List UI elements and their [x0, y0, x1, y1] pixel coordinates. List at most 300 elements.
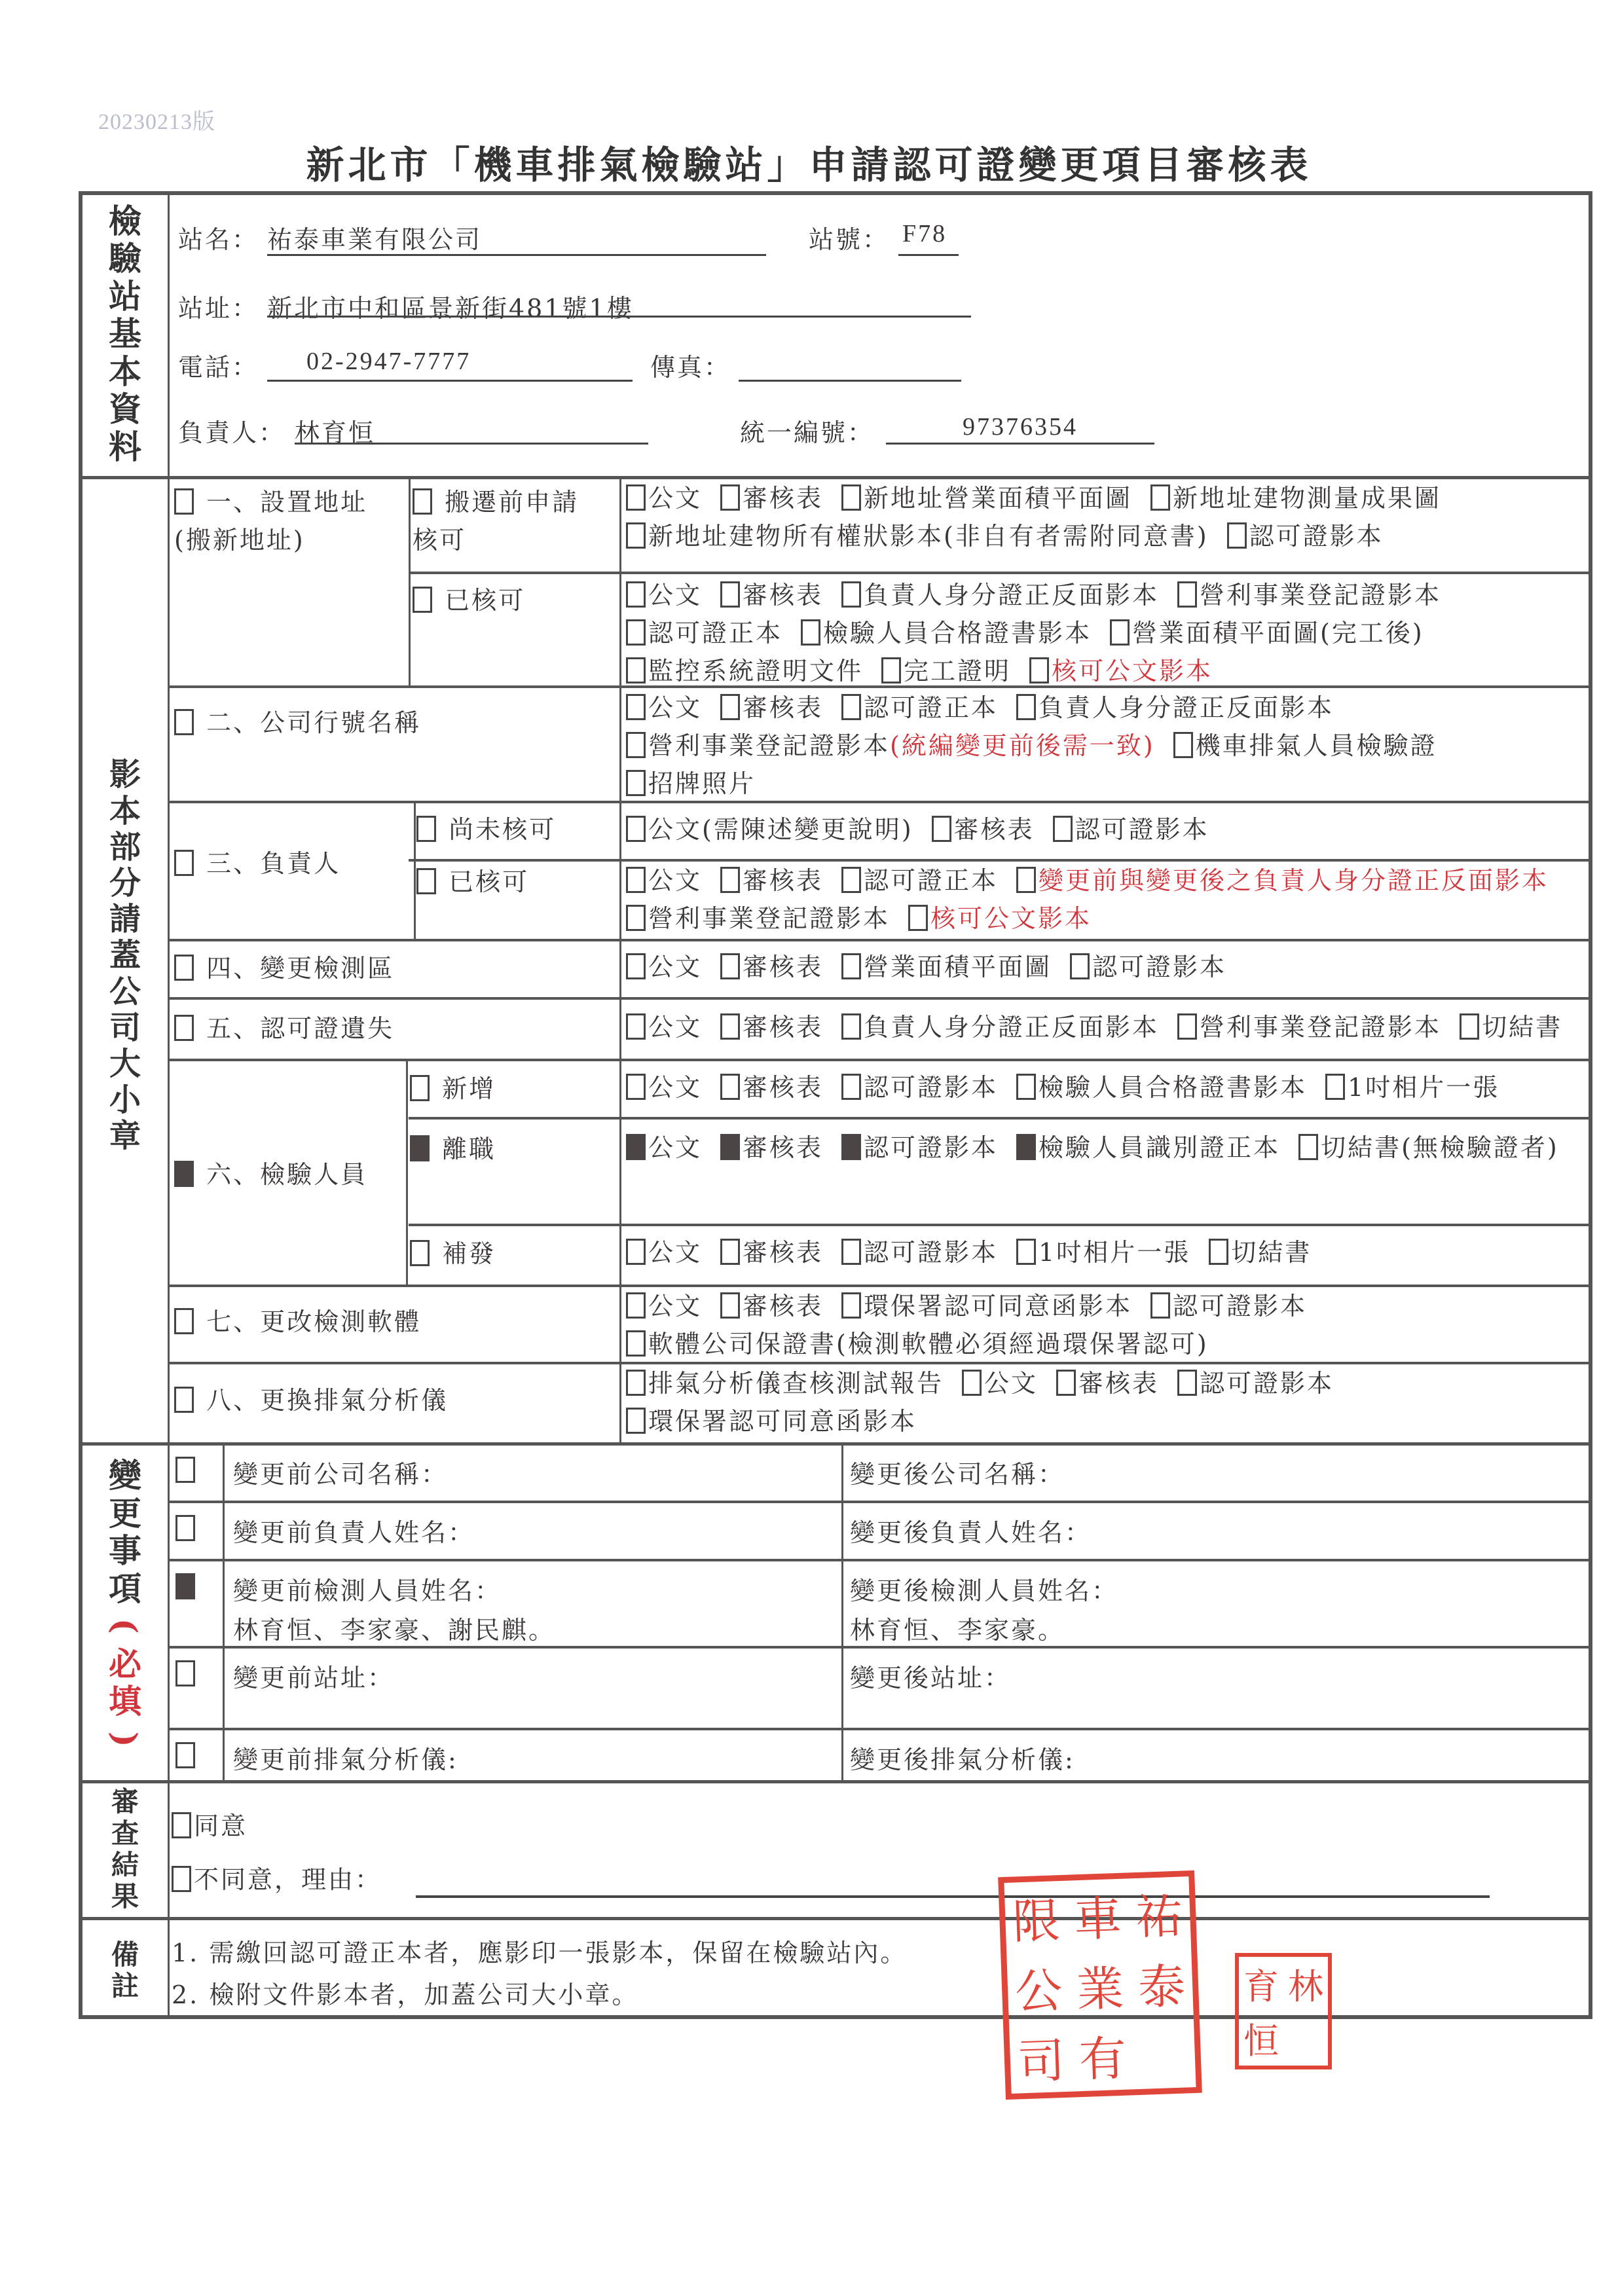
checklist-item[interactable]: [626, 1364, 944, 1402]
checklist-item[interactable]: [626, 727, 1155, 765]
label-char: (: [105, 1618, 145, 1634]
label-char: 填: [109, 1682, 141, 1721]
label-char: ): [105, 1731, 145, 1747]
checklist-item[interactable]: [908, 900, 1092, 938]
document-checklist: [626, 1008, 1589, 1046]
checklist-item[interactable]: [1227, 517, 1384, 555]
agree-label: 同意: [194, 1812, 248, 1840]
category-label: 二、公司行號名稱: [196, 708, 422, 737]
checkbox[interactable]: [174, 1308, 194, 1334]
divider: [169, 1059, 1592, 1061]
checklist-item[interactable]: [1209, 1233, 1312, 1271]
label-char: 蓋: [109, 937, 141, 974]
checkbox[interactable]: [720, 1134, 740, 1160]
checkbox[interactable]: [413, 488, 432, 515]
category-option[interactable]: [174, 1010, 394, 1048]
category-label: 四、變更檢測區: [196, 954, 395, 983]
before-value[interactable]: 林育恒、李家豪、謝民麒。: [233, 1616, 556, 1645]
label-char: 大: [109, 1045, 141, 1082]
section-label-changes: [83, 1456, 168, 1755]
label-char: 影: [109, 756, 141, 793]
checklist-item-label: 認可證影本: [864, 1133, 999, 1162]
category-label: 已核可: [439, 867, 530, 896]
checklist-item-label: 公文: [648, 1133, 703, 1162]
checklist-item-label: 認可證影本: [1173, 1292, 1308, 1321]
checkbox[interactable]: [841, 694, 861, 720]
checkbox[interactable]: [720, 867, 740, 893]
divider: [406, 1059, 408, 1285]
checklist-item[interactable]: [626, 517, 1209, 555]
checkbox[interactable]: [1110, 619, 1130, 646]
phone-value[interactable]: 02-2947-7777: [306, 348, 471, 375]
checkbox[interactable]: [626, 732, 646, 758]
label-char: 項: [109, 1569, 141, 1608]
checkbox[interactable]: [626, 657, 646, 683]
checklist-item[interactable]: [626, 1402, 917, 1440]
document-checklist: [626, 1233, 1589, 1271]
category-option[interactable]: [413, 483, 579, 559]
divider: [409, 1117, 1592, 1120]
checkbox[interactable]: [1173, 732, 1193, 758]
checklist-item[interactable]: [1056, 1364, 1159, 1402]
checkbox[interactable]: [626, 1074, 646, 1100]
divider: [169, 939, 1592, 941]
checklist-item[interactable]: [720, 1129, 823, 1167]
section-label-review: [83, 1787, 168, 1912]
checkbox[interactable]: [720, 694, 740, 720]
checklist-item-label: 審核表: [743, 1133, 824, 1162]
category-label: 五、認可證遺失: [196, 1014, 395, 1043]
label-char: 站: [109, 276, 141, 316]
checklist-item[interactable]: [841, 1068, 998, 1106]
checkbox[interactable]: [962, 1370, 982, 1396]
checkbox[interactable]: [841, 1292, 861, 1319]
checkbox[interactable]: [1029, 657, 1049, 683]
checklist-item[interactable]: [626, 479, 702, 517]
checklist-item[interactable]: [626, 862, 702, 900]
checkbox[interactable]: [175, 1742, 195, 1768]
seal-char: 公: [1014, 1963, 1063, 2020]
category-option[interactable]: [410, 1235, 496, 1273]
seal-char: 恒: [1243, 2020, 1279, 2062]
seal-char: 育: [1243, 1966, 1279, 2007]
checklist-item[interactable]: [720, 1287, 823, 1325]
checkbox[interactable]: [174, 709, 194, 735]
checklist-item-label: 公文(需陳述變更說明): [648, 815, 913, 844]
checklist-item[interactable]: [626, 811, 913, 848]
checklist-item-label: 公文: [648, 1013, 703, 1042]
checkbox[interactable]: [626, 1330, 646, 1357]
checkbox[interactable]: [1016, 694, 1036, 720]
category-option[interactable]: [174, 483, 367, 559]
seal-char: 林: [1288, 1966, 1323, 2007]
category-option[interactable]: [416, 863, 529, 901]
checkbox[interactable]: [626, 1408, 646, 1434]
checkbox[interactable]: [626, 905, 646, 931]
fax-underline: [739, 380, 961, 382]
checkbox[interactable]: [626, 953, 646, 979]
checklist-item[interactable]: [1177, 576, 1441, 614]
seal-char: 車: [1073, 1890, 1122, 1947]
after-label: 變更後負責人姓名：: [850, 1518, 1092, 1547]
category-option[interactable]: [416, 811, 556, 848]
checklist-item-label: 1吋相片一張: [1039, 1238, 1191, 1267]
checkbox[interactable]: [626, 1292, 646, 1319]
checkbox[interactable]: [720, 953, 740, 979]
category-option[interactable]: [174, 1156, 367, 1194]
checklist-item[interactable]: [626, 576, 702, 614]
checklist-item[interactable]: [1053, 811, 1209, 848]
checklist-item[interactable]: [626, 1129, 702, 1167]
station-name-value[interactable]: 祐泰車業有限公司: [267, 225, 483, 254]
category-option[interactable]: [174, 845, 340, 883]
checklist-item[interactable]: [1016, 1129, 1280, 1167]
checkbox[interactable]: [932, 816, 951, 842]
checklist-item[interactable]: [1150, 479, 1441, 517]
checklist-item-label: 營業面積平面圖(完工後): [1132, 619, 1424, 647]
checklist-item-label: 認可證影本: [864, 1073, 999, 1102]
checklist-item[interactable]: [1150, 1287, 1307, 1325]
checklist-item[interactable]: [1177, 1008, 1441, 1046]
checklist-item[interactable]: [841, 479, 1132, 517]
label-char: 請: [109, 901, 141, 938]
checkbox[interactable]: [1150, 484, 1170, 511]
divider: [79, 1442, 1592, 1446]
checklist-item-label: 公文: [984, 1369, 1039, 1398]
checkbox[interactable]: [841, 1239, 861, 1265]
category-option[interactable]: [174, 1381, 448, 1419]
checklist-item[interactable]: [841, 948, 1052, 986]
checkbox[interactable]: [720, 581, 740, 608]
note-item: 2. 檢附文件影本者，加蓋公司大小章。: [172, 1980, 639, 2009]
owner-value[interactable]: 林育恒: [295, 418, 376, 447]
checklist-item[interactable]: [841, 1008, 1159, 1046]
checklist-item[interactable]: [1460, 1008, 1562, 1046]
checklist-item-label: 認可證正本: [648, 619, 783, 647]
checklist-item[interactable]: [720, 1008, 823, 1046]
checkbox[interactable]: [1298, 1134, 1318, 1160]
checkbox[interactable]: [410, 1075, 430, 1101]
category-option[interactable]: [413, 581, 525, 619]
checklist-item-label: 審核表: [743, 953, 824, 981]
document-checklist: [626, 479, 1589, 555]
checklist-item[interactable]: [626, 765, 756, 803]
station-no-underline: [898, 254, 959, 256]
changes-label: [109, 1457, 141, 1607]
checklist-item-label: 審核表: [743, 1238, 824, 1267]
checkbox[interactable]: [720, 1239, 740, 1265]
checklist-item-label: 機車排氣人員檢驗證: [1195, 731, 1437, 760]
checklist-item[interactable]: [962, 1364, 1038, 1402]
checkbox[interactable]: [720, 484, 740, 511]
checklist-item[interactable]: [841, 1129, 998, 1167]
checklist-item-label: 審核表: [1078, 1369, 1160, 1398]
checklist-item[interactable]: [626, 1233, 702, 1271]
checklist-item[interactable]: [1029, 652, 1213, 690]
checklist-item[interactable]: [720, 1233, 823, 1271]
checkbox[interactable]: [1177, 1013, 1197, 1040]
checkbox[interactable]: [841, 867, 861, 893]
checklist-item[interactable]: [932, 811, 1035, 848]
checkbox[interactable]: [626, 816, 646, 842]
checklist-item[interactable]: [626, 614, 782, 652]
after-label: 變更後站址：: [850, 1664, 1012, 1692]
document-checklist: [626, 576, 1589, 690]
label-char: 部: [109, 828, 141, 866]
checkbox[interactable]: [1150, 1292, 1170, 1319]
category-option[interactable]: [410, 1070, 496, 1108]
checklist-item-label: 審核表: [743, 1073, 824, 1102]
checklist-item[interactable]: [626, 1325, 1209, 1363]
checkbox[interactable]: [720, 1013, 740, 1040]
document-checklist: [626, 811, 1589, 848]
checklist-item[interactable]: [626, 1008, 702, 1046]
before-label: 變更前公司名稱：: [233, 1460, 449, 1489]
checklist-item-label: 審核表: [743, 866, 824, 895]
checkbox[interactable]: [626, 1370, 646, 1396]
section-label-notes: [83, 1925, 168, 2016]
checklist-item[interactable]: [841, 689, 998, 727]
checklist-item-label: 監控系統證明文件: [648, 657, 864, 685]
checklist-item[interactable]: [1070, 948, 1226, 986]
after-label: 變更後檢測人員姓名：: [850, 1576, 1119, 1605]
checkbox[interactable]: [626, 1134, 646, 1160]
checklist-item-label: 公文: [648, 1292, 703, 1321]
checklist-item[interactable]: [841, 862, 998, 900]
checklist-item-label: 營利事業登記證影本: [648, 904, 891, 933]
label-char: 驗: [109, 239, 141, 278]
label-char: 司: [109, 1009, 141, 1046]
fax-label: 傳真：: [650, 353, 731, 382]
document-checklist: [626, 1129, 1589, 1167]
checkbox[interactable]: [174, 1161, 194, 1187]
checkbox[interactable]: [841, 484, 861, 511]
checkbox[interactable]: [626, 694, 646, 720]
checklist-item[interactable]: [626, 948, 702, 986]
checkbox[interactable]: [174, 850, 194, 876]
checkbox[interactable]: [720, 1292, 740, 1319]
checkbox[interactable]: [174, 955, 194, 981]
checklist-item[interactable]: [841, 576, 1159, 614]
label-char: 必: [109, 1644, 141, 1683]
checkbox[interactable]: [841, 953, 861, 979]
checkbox[interactable]: [626, 1013, 646, 1040]
checklist-item-label: 審核表: [743, 484, 824, 513]
category-label: 一、設置地址: [196, 488, 368, 517]
checkbox[interactable]: [416, 816, 436, 842]
checklist-item[interactable]: [801, 614, 1092, 652]
checkbox[interactable]: [801, 619, 820, 646]
checklist-item-label: 公文: [648, 1073, 703, 1102]
company-seal-stamp: [998, 1870, 1202, 2100]
checkbox[interactable]: [1016, 1134, 1036, 1160]
checklist-item-label: 營利事業登記證影本: [1200, 581, 1442, 610]
checkbox[interactable]: [175, 1573, 195, 1599]
checklist-item[interactable]: [720, 479, 823, 517]
checkbox[interactable]: [626, 1239, 646, 1265]
checkbox[interactable]: [1460, 1013, 1479, 1040]
checklist-item-label: 排氣分析儀查核測試報告: [648, 1369, 944, 1398]
checklist-item-label: 認可證影本: [1092, 953, 1227, 981]
checkbox[interactable]: [626, 484, 646, 511]
checklist-item[interactable]: [841, 1287, 1132, 1325]
checklist-item-label: 核可公文影本: [1052, 657, 1213, 685]
checkbox[interactable]: [841, 581, 861, 608]
form-title: 新北市「機車排氣檢驗站」申請認可證變更項目審核表: [306, 143, 1312, 187]
checkbox[interactable]: [1016, 1074, 1036, 1100]
checklist-item-label: 環保署認可同意函影本: [864, 1292, 1133, 1321]
label-char: 公: [109, 973, 141, 1010]
checkbox[interactable]: [174, 1387, 194, 1413]
divider: [169, 1646, 1592, 1649]
category-option[interactable]: [174, 704, 421, 742]
checkbox[interactable]: [841, 1134, 861, 1160]
checklist-item[interactable]: [1016, 862, 1549, 900]
station-no-value[interactable]: F78: [902, 220, 947, 247]
divider: [414, 801, 416, 939]
checkbox[interactable]: [175, 1660, 195, 1686]
label-char: 審: [111, 1785, 139, 1818]
checklist-item-label: 認可證影本: [1200, 1369, 1334, 1398]
address-value[interactable]: 新北市中和區景新街481號1樓: [267, 294, 634, 323]
checklist-item-label: 認可證影本: [1249, 522, 1384, 551]
label-char: 備: [111, 1938, 139, 1971]
review-agree-option[interactable]: [172, 1806, 248, 1842]
checklist-item-label: 核可公文影本: [930, 904, 1092, 933]
checklist-item[interactable]: [841, 1233, 998, 1271]
label-char: 本: [109, 352, 141, 391]
checkbox[interactable]: [841, 1013, 861, 1040]
checkbox[interactable]: [1016, 867, 1036, 893]
checkbox[interactable]: [1053, 816, 1073, 842]
checklist-item[interactable]: [1325, 1068, 1499, 1106]
label-char: 事: [109, 1531, 141, 1570]
reason-underline: [416, 1895, 1490, 1898]
checklist-item-label: 檢驗人員合格證書影本: [1039, 1073, 1308, 1102]
checkbox[interactable]: [1325, 1074, 1345, 1100]
checkbox[interactable]: [174, 1015, 194, 1041]
checklist-item-label: 招牌照片: [648, 769, 756, 798]
checklist-item[interactable]: [720, 948, 823, 986]
after-label: 變更後公司名稱：: [850, 1460, 1065, 1489]
checkbox[interactable]: [881, 657, 901, 683]
divider: [79, 1780, 1592, 1783]
checklist-item[interactable]: [1298, 1129, 1559, 1167]
category-label: 補發: [432, 1239, 496, 1268]
checklist-item[interactable]: [720, 689, 823, 727]
checklist-item[interactable]: [881, 652, 1011, 690]
phone-label: 電話：: [178, 353, 259, 382]
tax-id-value[interactable]: 97376354: [963, 413, 1078, 441]
checkbox[interactable]: [626, 581, 646, 608]
checklist-item[interactable]: [720, 576, 823, 614]
category-option[interactable]: [410, 1130, 496, 1168]
label-char: 查: [111, 1817, 139, 1850]
seal-char: 有: [1078, 2031, 1128, 2088]
review-disagree-option[interactable]: [172, 1859, 382, 1895]
checklist-item-label: 認可證影本: [864, 1238, 999, 1267]
checklist-item[interactable]: [1173, 727, 1437, 765]
checkbox[interactable]: [626, 867, 646, 893]
checkbox[interactable]: [1070, 953, 1090, 979]
checkbox[interactable]: [175, 1457, 195, 1483]
checklist-item[interactable]: [1016, 689, 1334, 727]
checklist-item[interactable]: [626, 652, 863, 690]
checkbox[interactable]: [1177, 1370, 1197, 1396]
checklist-item[interactable]: [1016, 1233, 1190, 1271]
checkbox[interactable]: [1056, 1370, 1076, 1396]
document-checklist: [626, 1287, 1589, 1363]
checklist-item[interactable]: [1016, 1068, 1307, 1106]
label-char: 分: [109, 865, 141, 902]
checkbox[interactable]: [410, 1240, 430, 1266]
checklist-item[interactable]: [720, 862, 823, 900]
label-char: 本: [109, 792, 141, 829]
checkbox[interactable]: [410, 1135, 430, 1161]
checklist-item[interactable]: [626, 1287, 702, 1325]
checklist-item-label: 切結書(無檢驗證者): [1321, 1133, 1559, 1162]
checkbox[interactable]: [908, 905, 928, 931]
before-label: 變更前排氣分析儀:: [233, 1745, 458, 1774]
checkbox[interactable]: [720, 1074, 740, 1100]
checkbox[interactable]: [626, 522, 646, 549]
checklist-item[interactable]: [720, 1068, 823, 1106]
checklist-item-label: 審核表: [743, 581, 824, 610]
checkbox[interactable]: [626, 770, 646, 796]
checkbox[interactable]: [841, 1074, 861, 1100]
checkbox[interactable]: [626, 619, 646, 646]
category-option[interactable]: [174, 1303, 421, 1341]
checkbox[interactable]: [416, 868, 436, 894]
before-label: 變更前檢測人員姓名：: [233, 1576, 502, 1605]
tax-id-label: 統一編號：: [740, 418, 875, 447]
checklist-item-label: 公文: [648, 866, 703, 895]
checklist-item[interactable]: [626, 900, 890, 938]
disagree-checkbox[interactable]: [172, 1866, 191, 1892]
checkbox[interactable]: [175, 1515, 195, 1541]
checkbox[interactable]: [1227, 522, 1247, 549]
checklist-item[interactable]: [626, 1068, 702, 1106]
checkbox[interactable]: [413, 587, 432, 613]
checklist-item-label: 公文: [648, 693, 703, 722]
document-checklist: [626, 1364, 1589, 1440]
category-label: 離職: [432, 1135, 496, 1163]
checkbox[interactable]: [1209, 1239, 1228, 1265]
checkbox[interactable]: [1177, 581, 1197, 608]
category-option[interactable]: [174, 949, 394, 987]
checklist-item[interactable]: [1110, 614, 1424, 652]
divider: [169, 1559, 1592, 1561]
checklist-item[interactable]: [1177, 1364, 1334, 1402]
version-mark: 20230213版: [98, 110, 215, 134]
category-label: 七、更改檢測軟體: [196, 1307, 422, 1336]
seal-char: 祐: [1134, 1888, 1184, 1945]
note-item: 1. 需繳回認可證正本者，應影印一張影本，保留在檢驗站內。: [172, 1939, 908, 1967]
after-label: 變更後排氣分析儀:: [850, 1745, 1075, 1774]
checklist-item-label: 審核表: [743, 1292, 824, 1321]
category-sublabel: 核可: [413, 526, 467, 555]
disagree-label: 不同意，理由：: [194, 1865, 382, 1894]
checkbox[interactable]: [1016, 1239, 1036, 1265]
after-value[interactable]: 林育恒、李家豪。: [850, 1616, 1065, 1645]
agree-checkbox[interactable]: [172, 1812, 191, 1838]
label-char: 小: [109, 1082, 141, 1119]
checklist-item-label: 營利事業登記證影本: [648, 731, 891, 760]
checklist-item[interactable]: [626, 689, 702, 727]
checkbox[interactable]: [174, 488, 194, 515]
section-label-basic: [83, 196, 168, 471]
checklist-item-label: 檢驗人員合格證書影本: [823, 619, 1092, 647]
